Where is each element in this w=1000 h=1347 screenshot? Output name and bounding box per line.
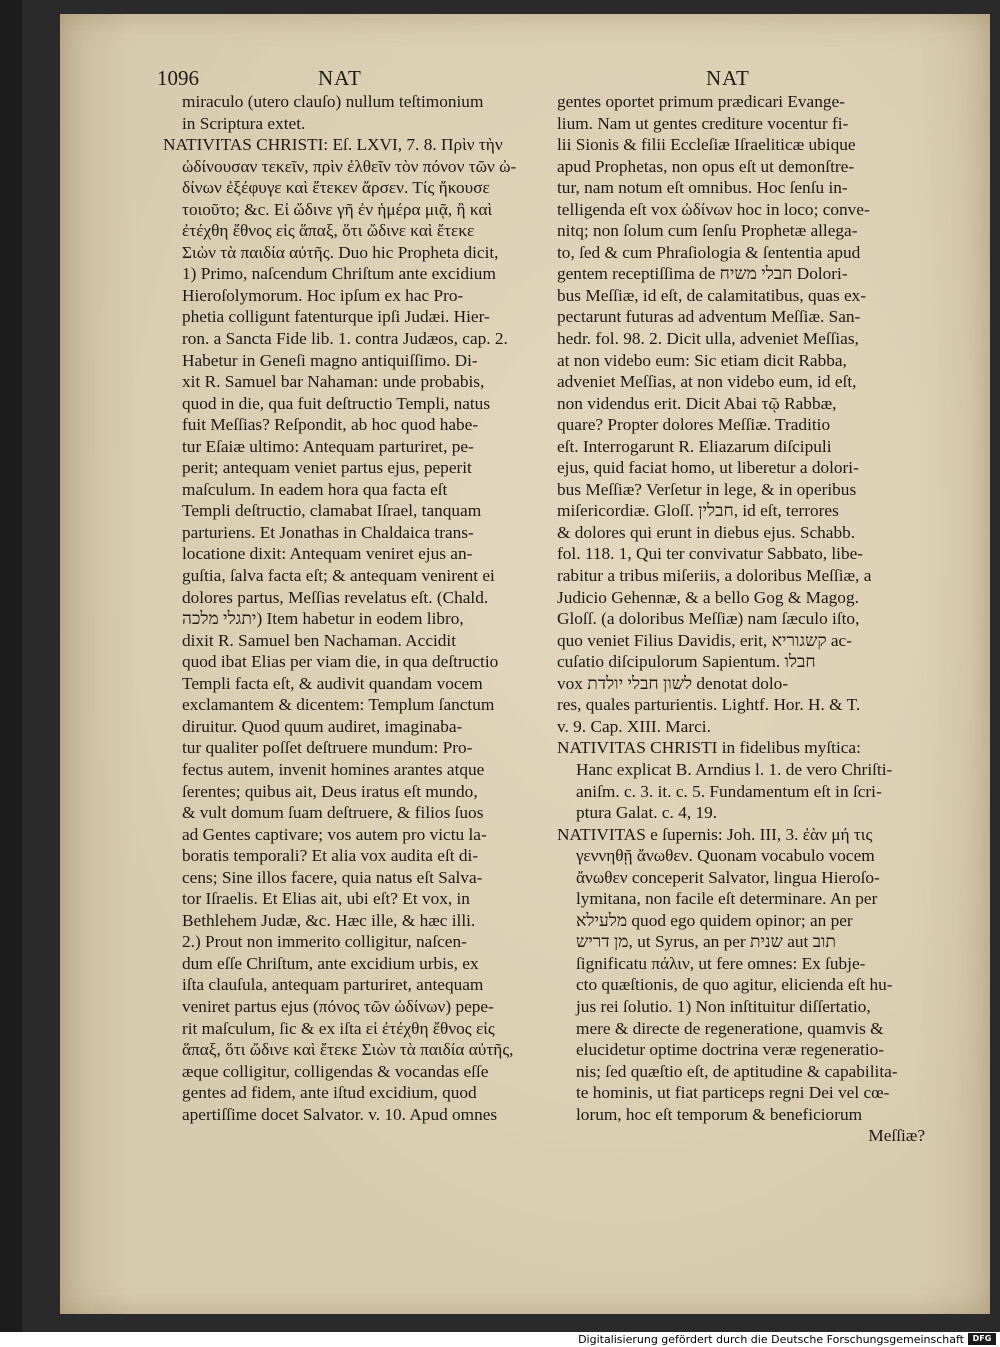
text-line: Hieroſolymorum. Hoc ipſum ex hac Pro- [182,285,464,305]
text-line: NATIVITAS CHRISTI in fidelibus myſtica: [557,738,861,758]
text-line: jus rei ſolutio. 1) Non inſtituitur diſſertatio, [576,996,871,1016]
text-line: veniret partus ejus (πόνος τῶν ὠδίνων) pepe- [182,996,494,1016]
text-line: ſignificatu πάλιν, ut fere omnes: Ex ſubje- [576,953,866,973]
text-line: cuſatio diſcipulorum Sapientum. חבלו [557,652,816,672]
text-line: locatione dixit: Antequam veniret ejus an- [182,544,473,564]
text-line: tur qualiter poſſet deſtruere mundum: Pro- [182,738,473,758]
text-line: tor Iſraelis. Et Elias ait, ubi eſt? Et vox, in [182,889,470,909]
text-line: nis; ſed quæſtio eſt, de aptitudine & capabilita- [576,1061,898,1081]
text-line: miraculo (utero clauſo) nullum teſtimonium [182,92,484,111]
text-line: מן דריש, ut Syrus, an per שנית aut תוב [576,932,836,952]
text-line: Gloſſ. (a doloribus Meſſiæ) nam ſæculo iſto, [557,609,860,629]
text-line: vox לשון חבלי יולדת denotat dolo- [557,673,789,693]
text-line: tur Eſaiæ ultimo: Antequam parturiret, pe- [182,436,474,456]
text-line: maſculum. In eadem hora qua facta eſt [182,479,448,499]
text-line: perit; antequam veniet partus ejus, peperit [182,458,472,478]
text-line: bus Meſſiæ? Verſetur in lege, & in operibus [557,479,857,499]
running-head-right: NAT [706,66,750,90]
text-line: fol. 118. 1, Qui ter convivatur Sabbato, libe- [557,544,864,564]
text-line: hedr. fol. 98. 2. Dicit ulla, adveniet Meſſias, [557,329,859,349]
text-line: δίνων ἐξέφυγε καὶ ἔτεκεν ἄρσεν. Τίς ἤκουσε [182,178,490,198]
text-line: quare? Propter dolores Meſſiæ. Traditio [557,415,831,435]
text-line: dixit R. Samuel ben Nachaman. Accidit [182,630,457,650]
text-line: v. 9. Cap. XIII. Marci. [557,716,711,736]
text-line: ad Gentes captivare; vos autem pro victu la- [182,824,487,844]
text-line: xit R. Samuel bar Nahaman: unde probabis, [182,372,485,392]
text-line: quo veniet Filius Davidis, erit, קשגוריא ac- [557,630,852,650]
text-line: pectarunt futuras ad adventum Meſſiæ. San- [557,307,861,327]
left-text-column [163,91,543,1125]
text-line: parturiens. Et Jonathas in Chaldaica trans- [182,522,474,542]
text-line: apud Prophetas, non opus eſt ut demonſtre- [557,156,855,176]
text-line: Templi deſtructio, clamabat Iſrael, tanquam [182,501,482,521]
text-line: ἅπαξ, ὅτι ὤδινε καὶ ἔτεκε Σιὼν τὰ παιδία αὐτῆς, [182,1040,514,1060]
text-line: æque colligitur, colligendas & vocandas eſſe [182,1061,489,1081]
text-line: NATIVITAS e ſupernis: Joh. III, 3. ἐὰν μή τις [557,824,873,844]
text-line: to, ſed & cum Phraſiologia & ſententia apud [557,242,861,262]
text-line: non videndus erit. Dicit Abai τῷ Rabbæ, [557,393,837,413]
text-line: lii Sionis & filii Eccleſiæ Iſraeliticæ ubique [557,135,856,155]
dfg-logo: DFG [968,1333,996,1345]
right-text-column [557,91,925,1147]
text-line: Hanc explicat B. Arndius l. 1. de vero Chriſti- [576,759,893,779]
text-line: quod ibat Elias per viam die, in qua deſtructio [182,652,499,672]
text-line: 2.) Prout non immerito colligitur, naſcen- [182,932,467,952]
text-line: res, quales parturientis. Lightf. Hor. H. & T. [557,695,861,715]
text-line: cto quæſtionis, de quo agitur, elicienda eſt hu- [576,975,893,995]
text-line: iſta clauſula, antequam parturiret, antequam [182,975,484,995]
text-line: bus Meſſiæ, id eſt, de calamitatibus, quas ex- [557,285,867,305]
text-line: quod in die, qua fuit deſtructio Templi, natus [182,393,491,413]
text-line: cens; Sine illos facere, quia natus eſt Salva- [182,867,483,887]
text-line: Meſſiæ? [868,1126,925,1146]
text-line: ſerentes; quibus ait, Deus iratus eſt mundo, [182,781,478,801]
text-line: dolores partus, Meſſias revelatus eſt. (Chald. [182,587,489,607]
text-line: & vult domum ſuam deſtruere, & filios ſuos [182,803,484,823]
text-line: יתגלי מלכה) Item habetur in eodem libro, [182,609,464,629]
text-line: lymitana, non facile eſt determinare. An per [576,889,878,909]
text-line: Judicio Gehennæ, & a bello Gog & Magog. [557,587,859,607]
text-line: dum eſſe Chriſtum, ante excidium urbis, ex [182,953,479,973]
text-line: τοιοῦτο; &c. Εἰ ὤδινε γῆ ἐν ἡμέρα μιᾷ, ἢ καὶ [182,199,493,219]
text-line: lorum, hoc eſt temporum & beneficiorum [576,1104,863,1124]
text-line: eſt. Interrogarunt R. Eliazarum diſcipuli [557,436,832,456]
text-line: miſericordiæ. Gloſſ. חבלין, id eſt, terrores [557,501,839,521]
footer-bar [0,1332,1000,1347]
text-line: fuit Meſſias? Reſpondit, ab hoc quod habe- [182,415,479,435]
text-line: phetia colligunt fatenturque ipſi Judæi. Hier- [182,307,490,327]
text-line: ἄνωθεν conceperit Salvator, lingua Hieroſo- [576,867,880,887]
text-line: apertiſſime docet Salvator. v. 10. Apud omnes [182,1104,498,1124]
text-line: gentes oportet primum prædicari Evange- [557,92,845,111]
text-line: gentem receptiſſima de חבלי משיח Dolori- [557,264,848,284]
text-line: γεννηθῇ ἄνωθεν. Quonam vocabulo vocem [576,846,875,866]
text-line: tur, nam notum eſt omnibus. Hoc ſenſu in- [557,178,848,198]
text-line: ron. a Sancta Fide lib. 1. contra Judæos, cap. 2. [182,329,508,349]
text-line: Templi facta eſt, & audivit quandam vocem [182,673,483,693]
text-line: lium. Nam ut gentes crediture vocentur fi- [557,113,849,133]
text-line: boratis temporali? Et alia vox audita eſt di- [182,846,479,866]
text-line: in Scriptura extet. [182,113,306,133]
text-line: te hominis, ut fiat particeps regni Dei vel cœ- [576,1083,890,1103]
text-line: at non videbo eum: Sic etiam dicit Rabba, [557,350,847,370]
text-line: Σιὼν τὰ παιδία αὐτῆς. Duo hic Propheta dicit, [182,242,499,262]
text-line: ὠδίνουσαν τεκεῖν, πρὶν ἐλθεῖν τὸν πόνον τῶν ὠ- [182,156,517,176]
footer-credit: Digitalisierung gefördert durch die Deutsche Forschungsgemeinschaft [578,1333,964,1346]
running-head-left: NAT [318,66,362,90]
text-line: gentes ad fidem, ante iſtud excidium, quod [182,1083,477,1103]
text-line: guſtia, ſalva facta eſt; & antequam venirent ei [182,566,495,586]
text-line: nitq; non ſolum cum ſenſu Prophetæ allega- [557,221,858,241]
text-line: ἐτέχθη ἔθνος εἰς ἅπαξ, ὅτι ὤδινε καὶ ἔτεκε [182,221,475,241]
text-line: adveniet Meſſias, at non videbo eum, id eſt, [557,372,857,392]
text-line: exclamantem & dicentem: Templum ſanctum [182,695,495,715]
text-line: aniſm. c. 3. it. c. 5. Fundamentum eſt in ſcri- [576,781,882,801]
text-line: & dolores qui erunt in diebus ejus. Schabb. [557,522,856,542]
page-number: 1096 [157,66,199,90]
text-line: Habetur in Geneſi magno antiquiſſimo. Di- [182,350,478,370]
text-line: elucidetur optime doctrina veræ regeneratio- [576,1040,885,1060]
text-line: rabitur a tribus miſeriis, a doloribus Meſſiæ, a [557,566,872,586]
text-line: ptura Galat. c. 4, 19. [576,803,718,823]
text-line: mere & directe de regeneratione, quamvis & [576,1018,884,1038]
text-line: NATIVITAS CHRISTI: Eſ. LXVI, 7. 8. Πρὶν τὴν [163,135,503,155]
text-line: Bethlehem Judæ, &c. Hæc ille, & hæc illi. [182,910,476,930]
text-line: telligenda eſt vox ὠδίνων hoc in loco; conve- [557,199,870,219]
text-line: ejus, quid faciat homo, ut liberetur a dolori- [557,458,859,478]
text-line: מלעילא quod ego quidem opinor; an per [576,910,853,930]
text-line: rit maſculum, ſic & ex iſta εἰ ἐτέχθη ἔθνος εἰς [182,1018,495,1038]
text-line: diruitur. Quod quum audiret, imaginaba- [182,716,463,736]
text-line: fectus autem, invenit homines arantes atque [182,759,485,779]
text-line: 1) Primo, naſcendum Chriſtum ante excidium [182,264,496,284]
